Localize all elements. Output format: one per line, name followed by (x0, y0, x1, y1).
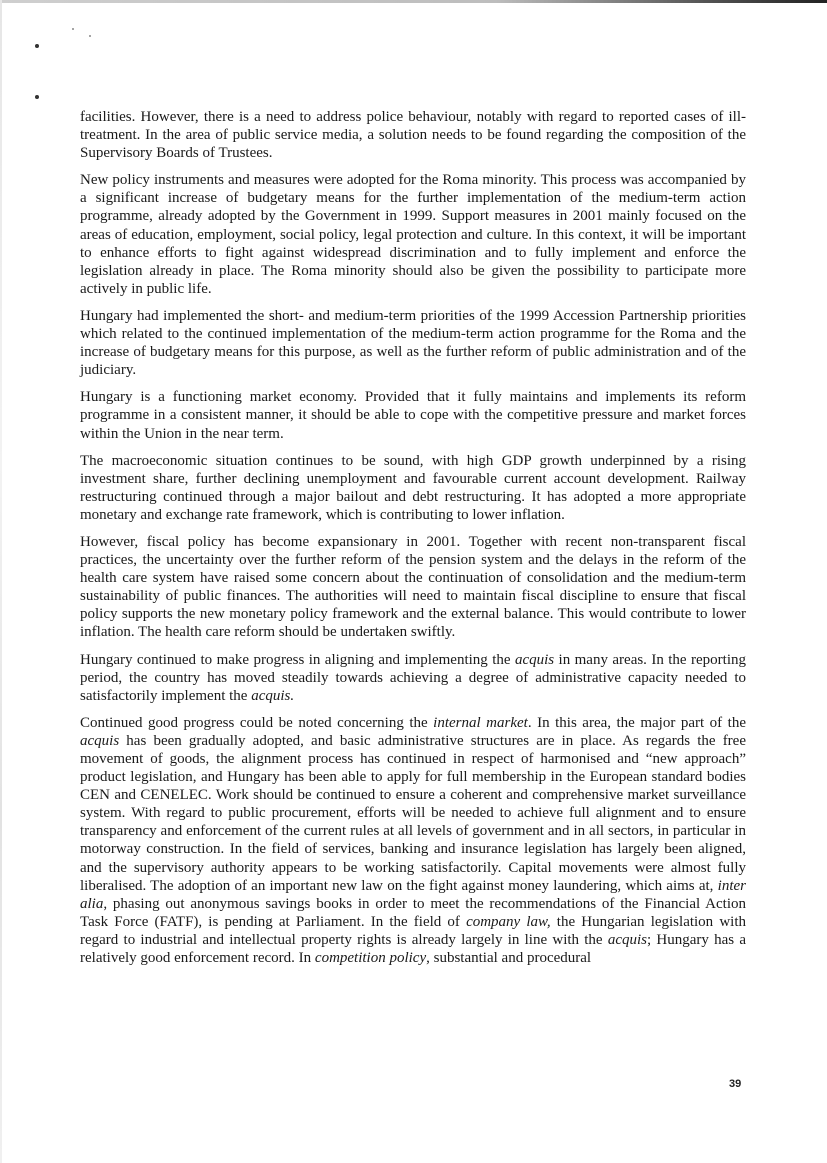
text-run: Continued good progress could be noted concerning the (80, 714, 434, 731)
italic-term: inter alia (80, 877, 746, 912)
text-run: facilities. However, there is a need to address police behaviour, notably with regard to reported cases of ill-treatment. In the area of public service media, a solution needs to be found regarding the composition of the Supervisory Boards of Trustees. (80, 109, 746, 162)
text-run: Hungary continued to make progress in aligning and implementing the (80, 651, 515, 668)
text-run: The macroeconomic situation continues to be sound, with high GDP growth underpinned by a rising investment share, further declining unemployment and favourable current account development. Railway restructuring continued through a major bailout and debt restructuring. It has adopted a more appropriate monetary and exchange rate framework, which is contributing to lower inflation. (80, 452, 746, 523)
body-text (80, 108, 746, 976)
text-run: Hungary had implemented the short- and medium-term priorities of the 1999 Accession Partnership priorities which related to the continued implementation of the medium-term action programme for the Roma and the increase of budgetary means for this purpose, as well as the further reform of public administration and of the judiciary. (80, 307, 746, 379)
italic-term: internal market (433, 714, 528, 731)
paragraph (80, 714, 746, 967)
scan-speck (35, 95, 39, 99)
scan-speck (72, 28, 74, 30)
italic-term: acquis (514, 651, 555, 668)
scan-speck (89, 35, 91, 37)
paragraph (80, 533, 746, 642)
paragraph (80, 651, 746, 705)
text-run: However, fiscal policy has become expansionary in 2001. Together with recent non-transparent fiscal practices, the uncertainty over the further reform of the pension system and the delays in the reform of the health care system have raised some concern about the continuation of consolidation and the medium-term sustainability of public finances. The authorities will need to maintain fiscal discipline to ensure that fiscal policy supports the new monetary policy framework and the external balance. This would contribute to lower inflation. The health care reform should be undertaken swiftly. (80, 533, 746, 641)
text-run: , substantial and procedural (426, 950, 592, 967)
paragraph (80, 307, 746, 379)
paragraph (80, 171, 746, 298)
text-run: ; Hungary has a relatively good enforcement record. In (80, 931, 747, 967)
top-border-line (0, 0, 827, 3)
text-run: in many areas. In the reporting period, the country has moved steadily towards achieving a degree of administrative capacity needed to satisfactorily implement the (80, 651, 746, 704)
italic-term: acquis (607, 931, 647, 948)
paragraph (80, 452, 746, 524)
text-run: the Hungarian legislation with regard to industrial and intellectual property rights is already largely in line with the (80, 913, 746, 948)
italic-term: competition policy (314, 950, 427, 967)
left-scan-edge (0, 0, 2, 1163)
italic-term: acquis (80, 732, 120, 749)
text-run: Hungary is a functioning market economy. Provided that it fully maintains and implements its reform programme in a consistent manner, it should be able to cope with the competitive pressure and market forces within the Union in the near term. (80, 389, 746, 442)
italic-term: company law, (466, 913, 551, 930)
text-run: has been gradually adopted, and basic administrative structures are in place. As regards the free movement of goods, the alignment process has continued in respect of harmonised and “new approach” product legislation, and Hungary has been able to apply for full membership in the European standard bodies CEN and CENELEC. Work should be continued to ensure a coherent and comprehensive market surveillance system. With regard to public procurement, efforts will be needed to achieve full alignment and to ensure transparency and enforcement of the current rules at all levels of government and in all sectors, in particular in motorway construction. In the field of services, banking and insurance legislation has largely been aligned, and the supervisory authority appears to be working satisfactorily. Capital movements were almost fully liberalised. The adoption of an important new law on the fight against money laundering, which aims at, (80, 732, 746, 894)
page-number: 39 (729, 1078, 742, 1090)
text-run: , phasing out anonymous savings books in order to meet the recommendations of the Financial Action Task Force (FATF), is pending at Parliament. In the field of (80, 895, 746, 930)
scan-speck (35, 44, 39, 48)
italic-term: acquis. (251, 687, 295, 704)
paragraph (80, 388, 746, 442)
paragraph (80, 108, 746, 162)
text-run: New policy instruments and measures were adopted for the Roma minority. This process was accompanied by a significant increase of budgetary means for the further implementation of the medium-term action programme, already adopted by the Government in 1999. Support measures in 2001 mainly focused on the areas of education, employment, social policy, legal protection and culture. In this context, it will be important to enhance efforts to fight against widespread discrimination and to fully implement and enforce the legislation already in place. The Roma minority should also be given the possibility to participate more actively in public life. (80, 172, 746, 297)
text-run: . In this area, the major part of the (527, 714, 747, 731)
